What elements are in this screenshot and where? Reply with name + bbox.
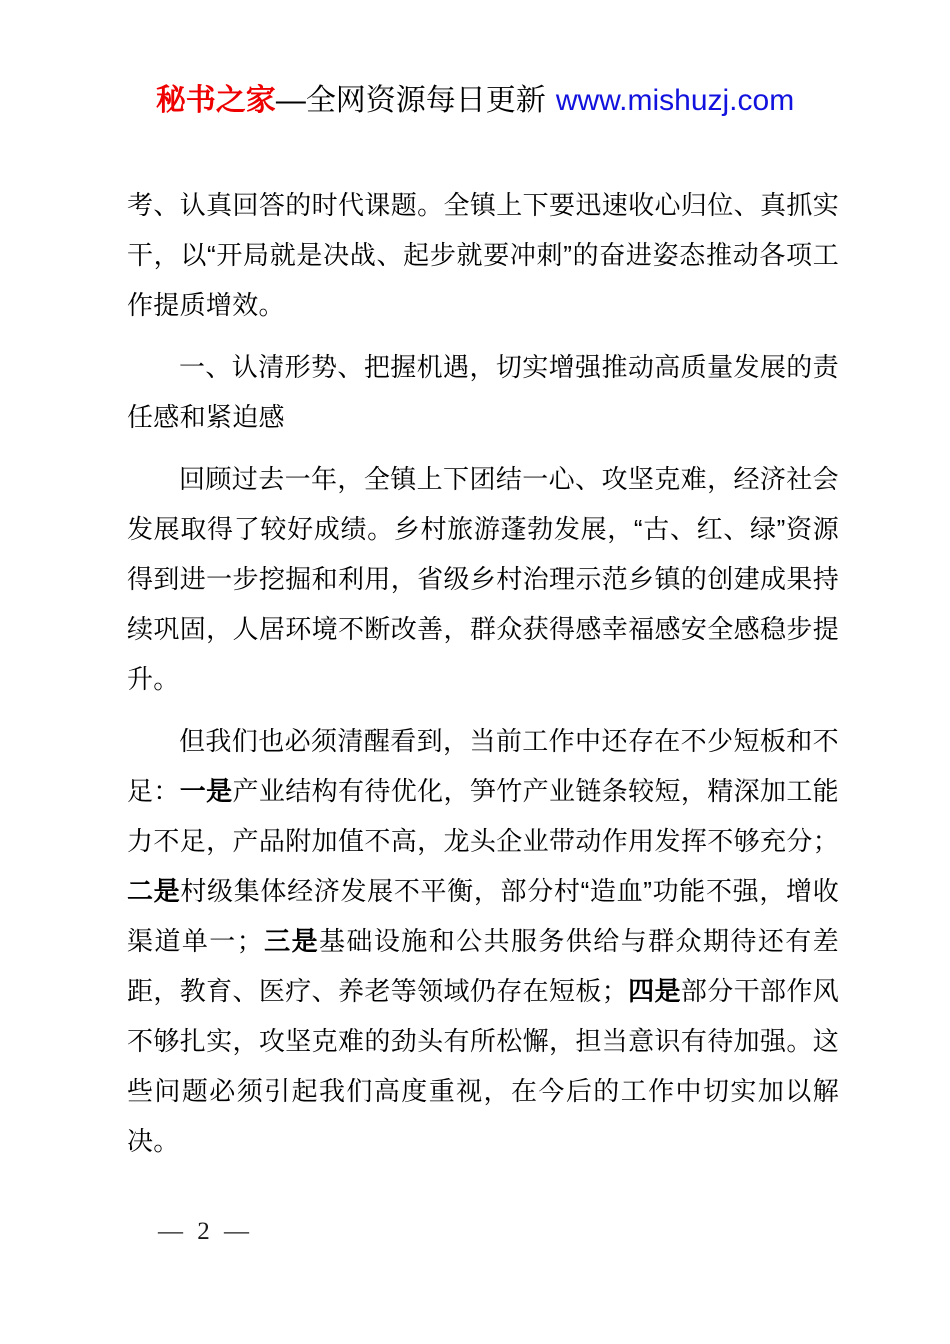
- body-text: 部分干部作风不够扎实，攻坚克难的劲头有所松懈，担当意识有待加强。这些问题必须引起我们高度重视，在今后的工作中切实加以解决。: [127, 976, 839, 1156]
- emphasis-text: 三是: [263, 926, 319, 956]
- document-body: [127, 180, 839, 1178]
- site-header: [0, 84, 950, 118]
- paragraph-review: [127, 454, 839, 704]
- paragraph-problems: [127, 716, 839, 1166]
- section-heading: [127, 342, 839, 442]
- paragraph-continuation: [127, 180, 839, 330]
- page-number: — 2 —: [158, 1218, 253, 1245]
- site-name: 秘书之家: [155, 84, 276, 117]
- body-text: 一、认清形势、把握机遇，切实增强推动高质量发展的责任感和紧迫感: [127, 352, 839, 432]
- body-text: 村级集体经济发展不平衡，部分村“造血”功能不强，增收渠道单一；: [127, 876, 839, 956]
- body-text: 但我们也必须清醒看到，当前工作中还存在不少短板和不足：: [127, 726, 839, 806]
- body-text: 回顾过去一年，全镇上下团结一心、攻坚克难，经济社会发展取得了较好成绩。乡村旅游蓬勃发展，“古、红、绿”资源得到进一步挖掘和利用，省级乡村治理示范乡镇的创建成果持续巩固，人居环境不断改善，群众获得感幸福感安全感稳步提升。: [127, 464, 839, 694]
- emphasis-text: 四是: [628, 976, 681, 1006]
- emphasis-text: 二是: [127, 876, 181, 906]
- emphasis-text: 一是: [179, 776, 233, 806]
- site-url-link[interactable]: www.mishuzj.com: [555, 84, 795, 117]
- body-text: 考、认真回答的时代课题。全镇上下要迅速收心归位、真抓实干，以“开局就是决战、起步就要冲刺”的奋进姿态推动各项工作提质增效。: [127, 190, 839, 320]
- site-tagline: —全网资源每日更新: [275, 84, 546, 117]
- body-text: 产业结构有待优化，笋竹产业链条较短，精深加工能力不足，产品附加值不高，龙头企业带动作用发挥不够充分；: [127, 776, 839, 856]
- body-text: 基础设施和公共服务供给与群众期待还有差距，教育、医疗、养老等领域仍存在短板；: [127, 926, 839, 1006]
